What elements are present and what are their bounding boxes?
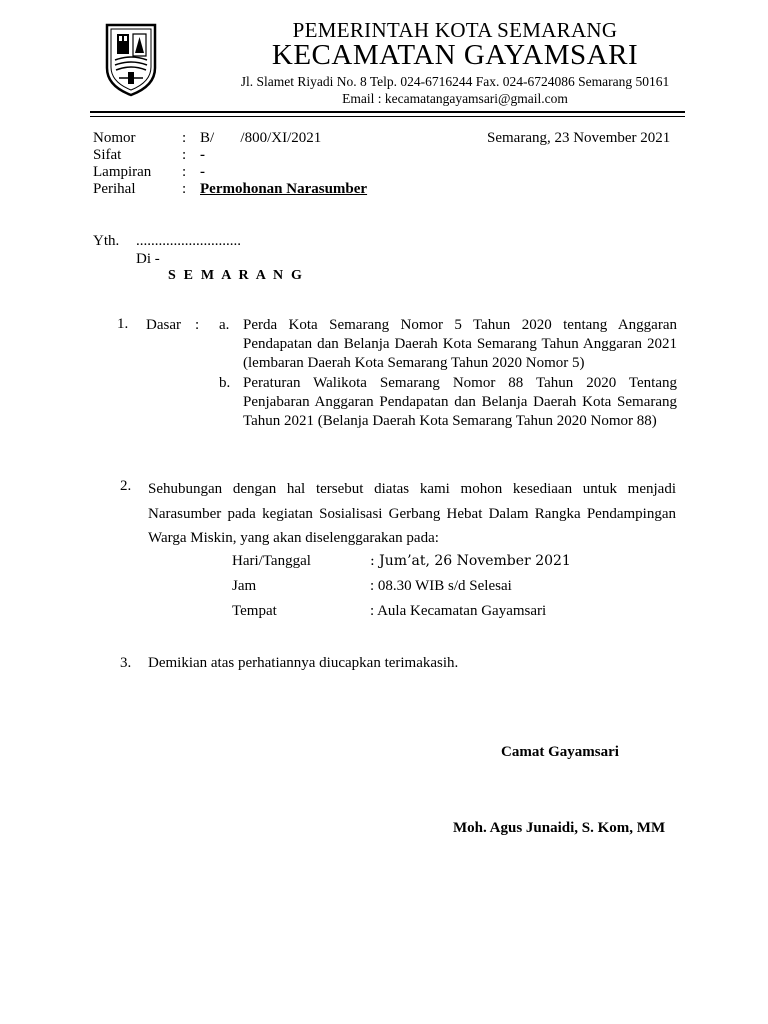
- yth-value: ............................: [136, 233, 241, 249]
- point-1-colon: :: [195, 317, 200, 333]
- nomor-label: Nomor: [93, 130, 136, 146]
- sifat-colon: :: [182, 147, 187, 163]
- perihal-label: Perihal: [93, 181, 136, 197]
- nomor-value: B/ /800/XI/2021: [200, 130, 322, 146]
- letterhead-office-name: KECAMATAN GAYAMSARI: [271, 39, 639, 71]
- sifat-label: Sifat: [93, 147, 122, 163]
- schedule-time-label: Jam: [232, 578, 257, 594]
- addressee-city: S E M A R A N G: [168, 268, 307, 283]
- yth-label: Yth.: [93, 233, 120, 249]
- letterhead-address: Jl. Slamet Riyadi No. 8 Telp. 024-6716244 Fax. 024-6724086 Semarang 50161: [240, 74, 670, 89]
- point-3-number: 3.: [120, 655, 132, 671]
- point-2-number: 2.: [120, 478, 132, 494]
- point-1a-text: Perda Kota Semarang Nomor 5 Tahun 2020 tentang Anggaran Pendapatan dan Belanja Daerah Kota Semarang Tahun Anggaran 2021 (lembaran Daerah Kota Semarang Tahun 2020 Nomor 5): [243, 317, 677, 371]
- schedule-day-label: Hari/Tanggal: [232, 553, 311, 569]
- letterhead-government-name: PEMERINTAH KOTA SEMARANG: [292, 18, 618, 42]
- letterhead-email: Email : kecamatangayamsari@gmail.com: [342, 91, 568, 106]
- schedule-place-label: Tempat: [232, 603, 277, 619]
- semarang-city-emblem-icon: [104, 22, 158, 97]
- point-1b-text: Peraturan Walikota Semarang Nomor 88 Tahun 2020 Tentang Penjabaran Anggaran Pendapatan dan Belanja Daerah Kota Semarang Tahun 2021 (Belanja Daerah Kota Semarang Tahun 2020 Nomor 88): [243, 375, 677, 429]
- perihal-value: Permohonan Narasumber: [200, 181, 368, 197]
- schedule-time-value: : 08.30 WIB s/d Selesai: [370, 578, 512, 594]
- point-2-text: Sehubungan dengan hal tersebut diatas kami mohon kesediaan untuk menjadi Narasumber pada kegiatan Sosialisasi Gerbang Hebat Dalam Rangka Pendampingan Warga Miskin, yang akan diselenggarakan pada:: [148, 481, 676, 546]
- di-label: Di -: [136, 251, 160, 267]
- schedule-day-value: : Jum’at, 26 November 2021: [370, 553, 571, 569]
- point-1-number: 1.: [117, 316, 129, 332]
- lampiran-label: Lampiran: [93, 164, 152, 180]
- signature-name: Moh. Agus Junaidi, S. Kom, MM: [453, 820, 666, 836]
- point-1-label: Dasar: [146, 317, 181, 333]
- letterhead-thin-divider: [90, 116, 685, 117]
- letterhead-thick-divider: [90, 111, 685, 113]
- perihal-colon: :: [182, 181, 187, 197]
- schedule-place-value: : Aula Kecamatan Gayamsari: [370, 603, 547, 619]
- signature-title: Camat Gayamsari: [501, 744, 619, 760]
- nomor-colon: :: [182, 130, 187, 146]
- sifat-value: -: [200, 147, 205, 163]
- lampiran-colon: :: [182, 164, 187, 180]
- point-1a-letter: a.: [219, 317, 230, 333]
- point-3-text: Demikian atas perhatiannya diucapkan terimakasih.: [148, 655, 459, 671]
- point-1b-letter: b.: [219, 375, 231, 391]
- lampiran-value: -: [200, 164, 205, 180]
- place-date: Semarang, 23 November 2021: [487, 130, 671, 146]
